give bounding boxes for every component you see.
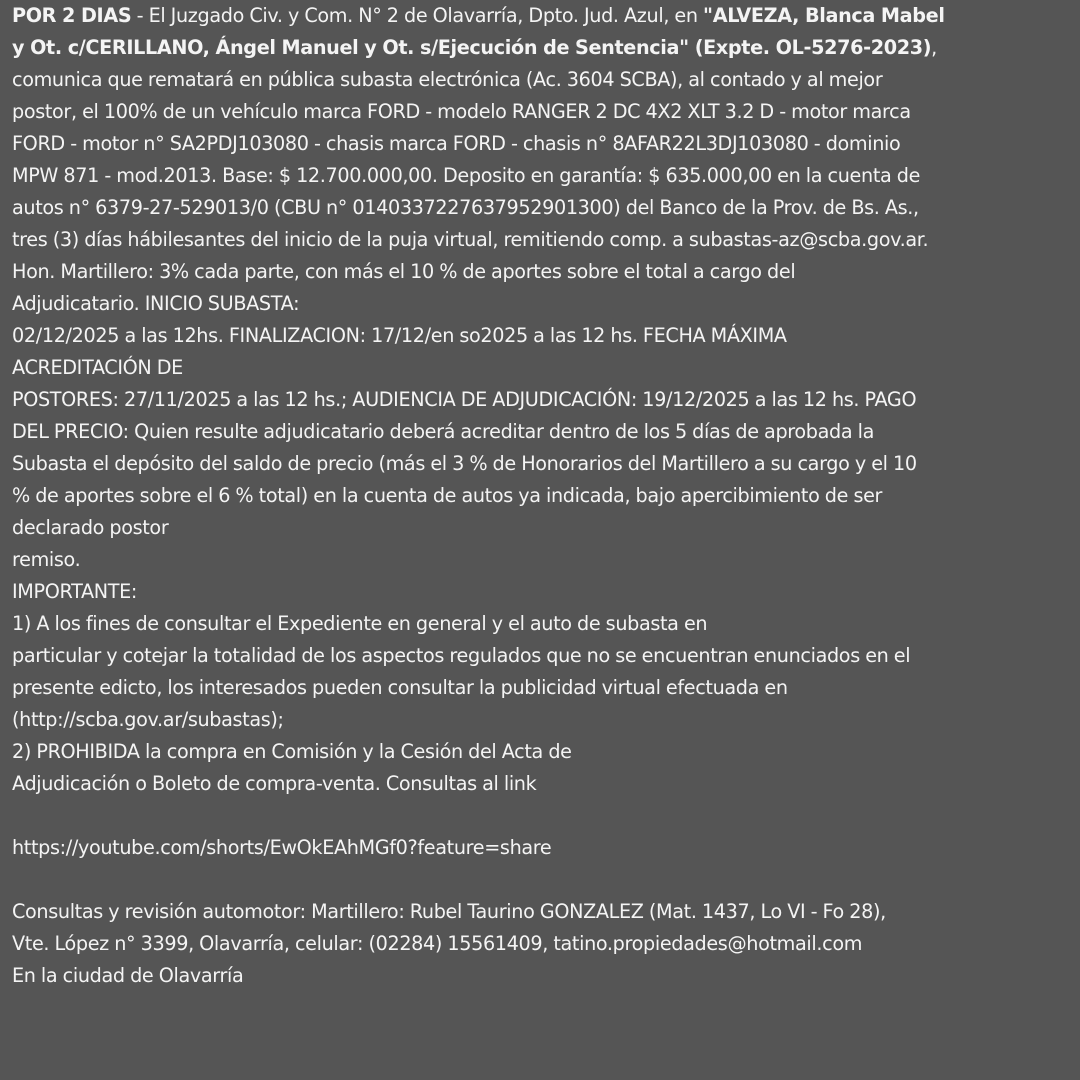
text-line xyxy=(12,288,1072,320)
text-line xyxy=(12,736,1072,768)
bold-text-segment: y Ot. c/CERILLANO, Ángel Manuel y Ot. s/Ejecución de Sentencia" (Expte. OL-5276-2023) xyxy=(12,36,932,59)
text-segment: comunica que rematará en pública subasta electrónica (Ac. 3604 SCBA), al contado y al mejor xyxy=(12,68,883,91)
text-segment: particular y cotejar la totalidad de los aspectos regulados que no se encuentran enunciados en el xyxy=(12,644,911,667)
bold-text-segment: POR 2 DIAS xyxy=(12,4,132,27)
text-line xyxy=(12,928,1072,960)
text-line xyxy=(12,128,1072,160)
text-line xyxy=(12,640,1072,672)
text-line xyxy=(12,608,1072,640)
text-line xyxy=(12,256,1072,288)
text-line xyxy=(12,672,1072,704)
text-line xyxy=(12,704,1072,736)
text-line xyxy=(12,416,1072,448)
bold-text-segment: "ALVEZA, Blanca Mabel xyxy=(703,4,945,27)
text-segment: tres (3) días hábilesantes del inicio de la puja virtual, remitiendo comp. a subastas-az@scba.gov.ar. xyxy=(12,228,929,251)
text-line xyxy=(12,544,1072,576)
text-segment: 02/12/2025 a las 12hs. FINALIZACION: 17/12/en so2025 a las 12 hs. FECHA MÁXIMA xyxy=(12,324,787,347)
text-line xyxy=(12,320,1072,352)
text-line xyxy=(12,448,1072,480)
text-segment: 1) A los fines de consultar el Expediente en general y el auto de subasta en xyxy=(12,612,708,635)
text-segment: https://youtube.com/shorts/EwOkEAhMGf0?feature=share xyxy=(12,836,552,859)
text-line xyxy=(12,32,1072,64)
text-segment: , xyxy=(931,36,937,59)
text-segment: autos n° 6379-27-529013/0 (CBU n° 0140337227637952901300) del Banco de la Prov. de Bs. As., xyxy=(12,196,919,219)
text-segment: 2) PROHIBIDA la compra en Comisión y la Cesión del Acta de xyxy=(12,740,572,763)
text-line xyxy=(12,896,1072,928)
text-segment: Adjudicatario. INICIO SUBASTA: xyxy=(12,292,300,315)
text-line xyxy=(12,480,1072,512)
text-segment: (http://scba.gov.ar/subastas); xyxy=(12,708,284,731)
text-line xyxy=(12,0,1072,32)
text-line xyxy=(12,768,1072,800)
blank-line xyxy=(12,800,1072,832)
blank-line xyxy=(12,864,1072,896)
text-line xyxy=(12,832,1072,864)
text-segment: Vte. López n° 3399, Olavarría, celular: (02284) 15561409, tatino.propiedades@hotmail.com xyxy=(12,932,863,955)
text-line xyxy=(12,64,1072,96)
text-segment: remiso. xyxy=(12,548,81,571)
text-segment: presente edicto, los interesados pueden consultar la publicidad virtual efectuada en xyxy=(12,676,788,699)
text-segment: ACREDITACIÓN DE xyxy=(12,356,183,379)
text-segment: DEL PRECIO: Quien resulte adjudicatario deberá acreditar dentro de los 5 días de aprobada la xyxy=(12,420,874,443)
text-segment: Consultas y revisión automotor: Martillero: Rubel Taurino GONZALEZ (Mat. 1437, Lo VI - Fo 28), xyxy=(12,900,886,923)
text-segment: Subasta el depósito del saldo de precio (más el 3 % de Honorarios del Martillero a su cargo y el 10 xyxy=(12,452,917,475)
text-segment: % de aportes sobre el 6 % total) en la cuenta de autos ya indicada, bajo apercibimiento de ser xyxy=(12,484,883,507)
text-line xyxy=(12,384,1072,416)
text-segment: postor, el 100% de un vehículo marca FORD - modelo RANGER 2 DC 4X2 XLT 3.2 D - motor marca xyxy=(12,100,911,123)
text-segment: En la ciudad de Olavarría xyxy=(12,964,244,987)
text-segment: - El Juzgado Civ. y Com. N° 2 de Olavarría, Dpto. Jud. Azul, en xyxy=(131,4,704,27)
text-line xyxy=(12,224,1072,256)
text-segment: POSTORES: 27/11/2025 a las 12 hs.; AUDIENCIA DE ADJUDICACIÓN: 19/12/2025 a las 12 hs. PAGO xyxy=(12,388,917,411)
text-segment: IMPORTANTE: xyxy=(12,580,137,603)
text-segment: MPW 871 - mod.2013. Base: $ 12.700.000,00. Deposito en garantía: $ 635.000,00 en la cuenta de xyxy=(12,164,921,187)
text-segment: FORD - motor n° SA2PDJ103080 - chasis marca FORD - chasis n° 8AFAR22L3DJ103080 - dominio xyxy=(12,132,901,155)
text-line xyxy=(12,192,1072,224)
text-line xyxy=(12,160,1072,192)
text-segment: Hon. Martillero: 3% cada parte, con más el 10 % de aportes sobre el total a cargo del xyxy=(12,260,796,283)
text-line xyxy=(12,512,1072,544)
text-line xyxy=(12,96,1072,128)
text-segment: Adjudicación o Boleto de compra-venta. Consultas al link xyxy=(12,772,537,795)
text-line xyxy=(12,352,1072,384)
edict-text xyxy=(12,0,1072,992)
text-line xyxy=(12,960,1072,992)
text-line xyxy=(12,576,1072,608)
text-segment: declarado postor xyxy=(12,516,169,539)
